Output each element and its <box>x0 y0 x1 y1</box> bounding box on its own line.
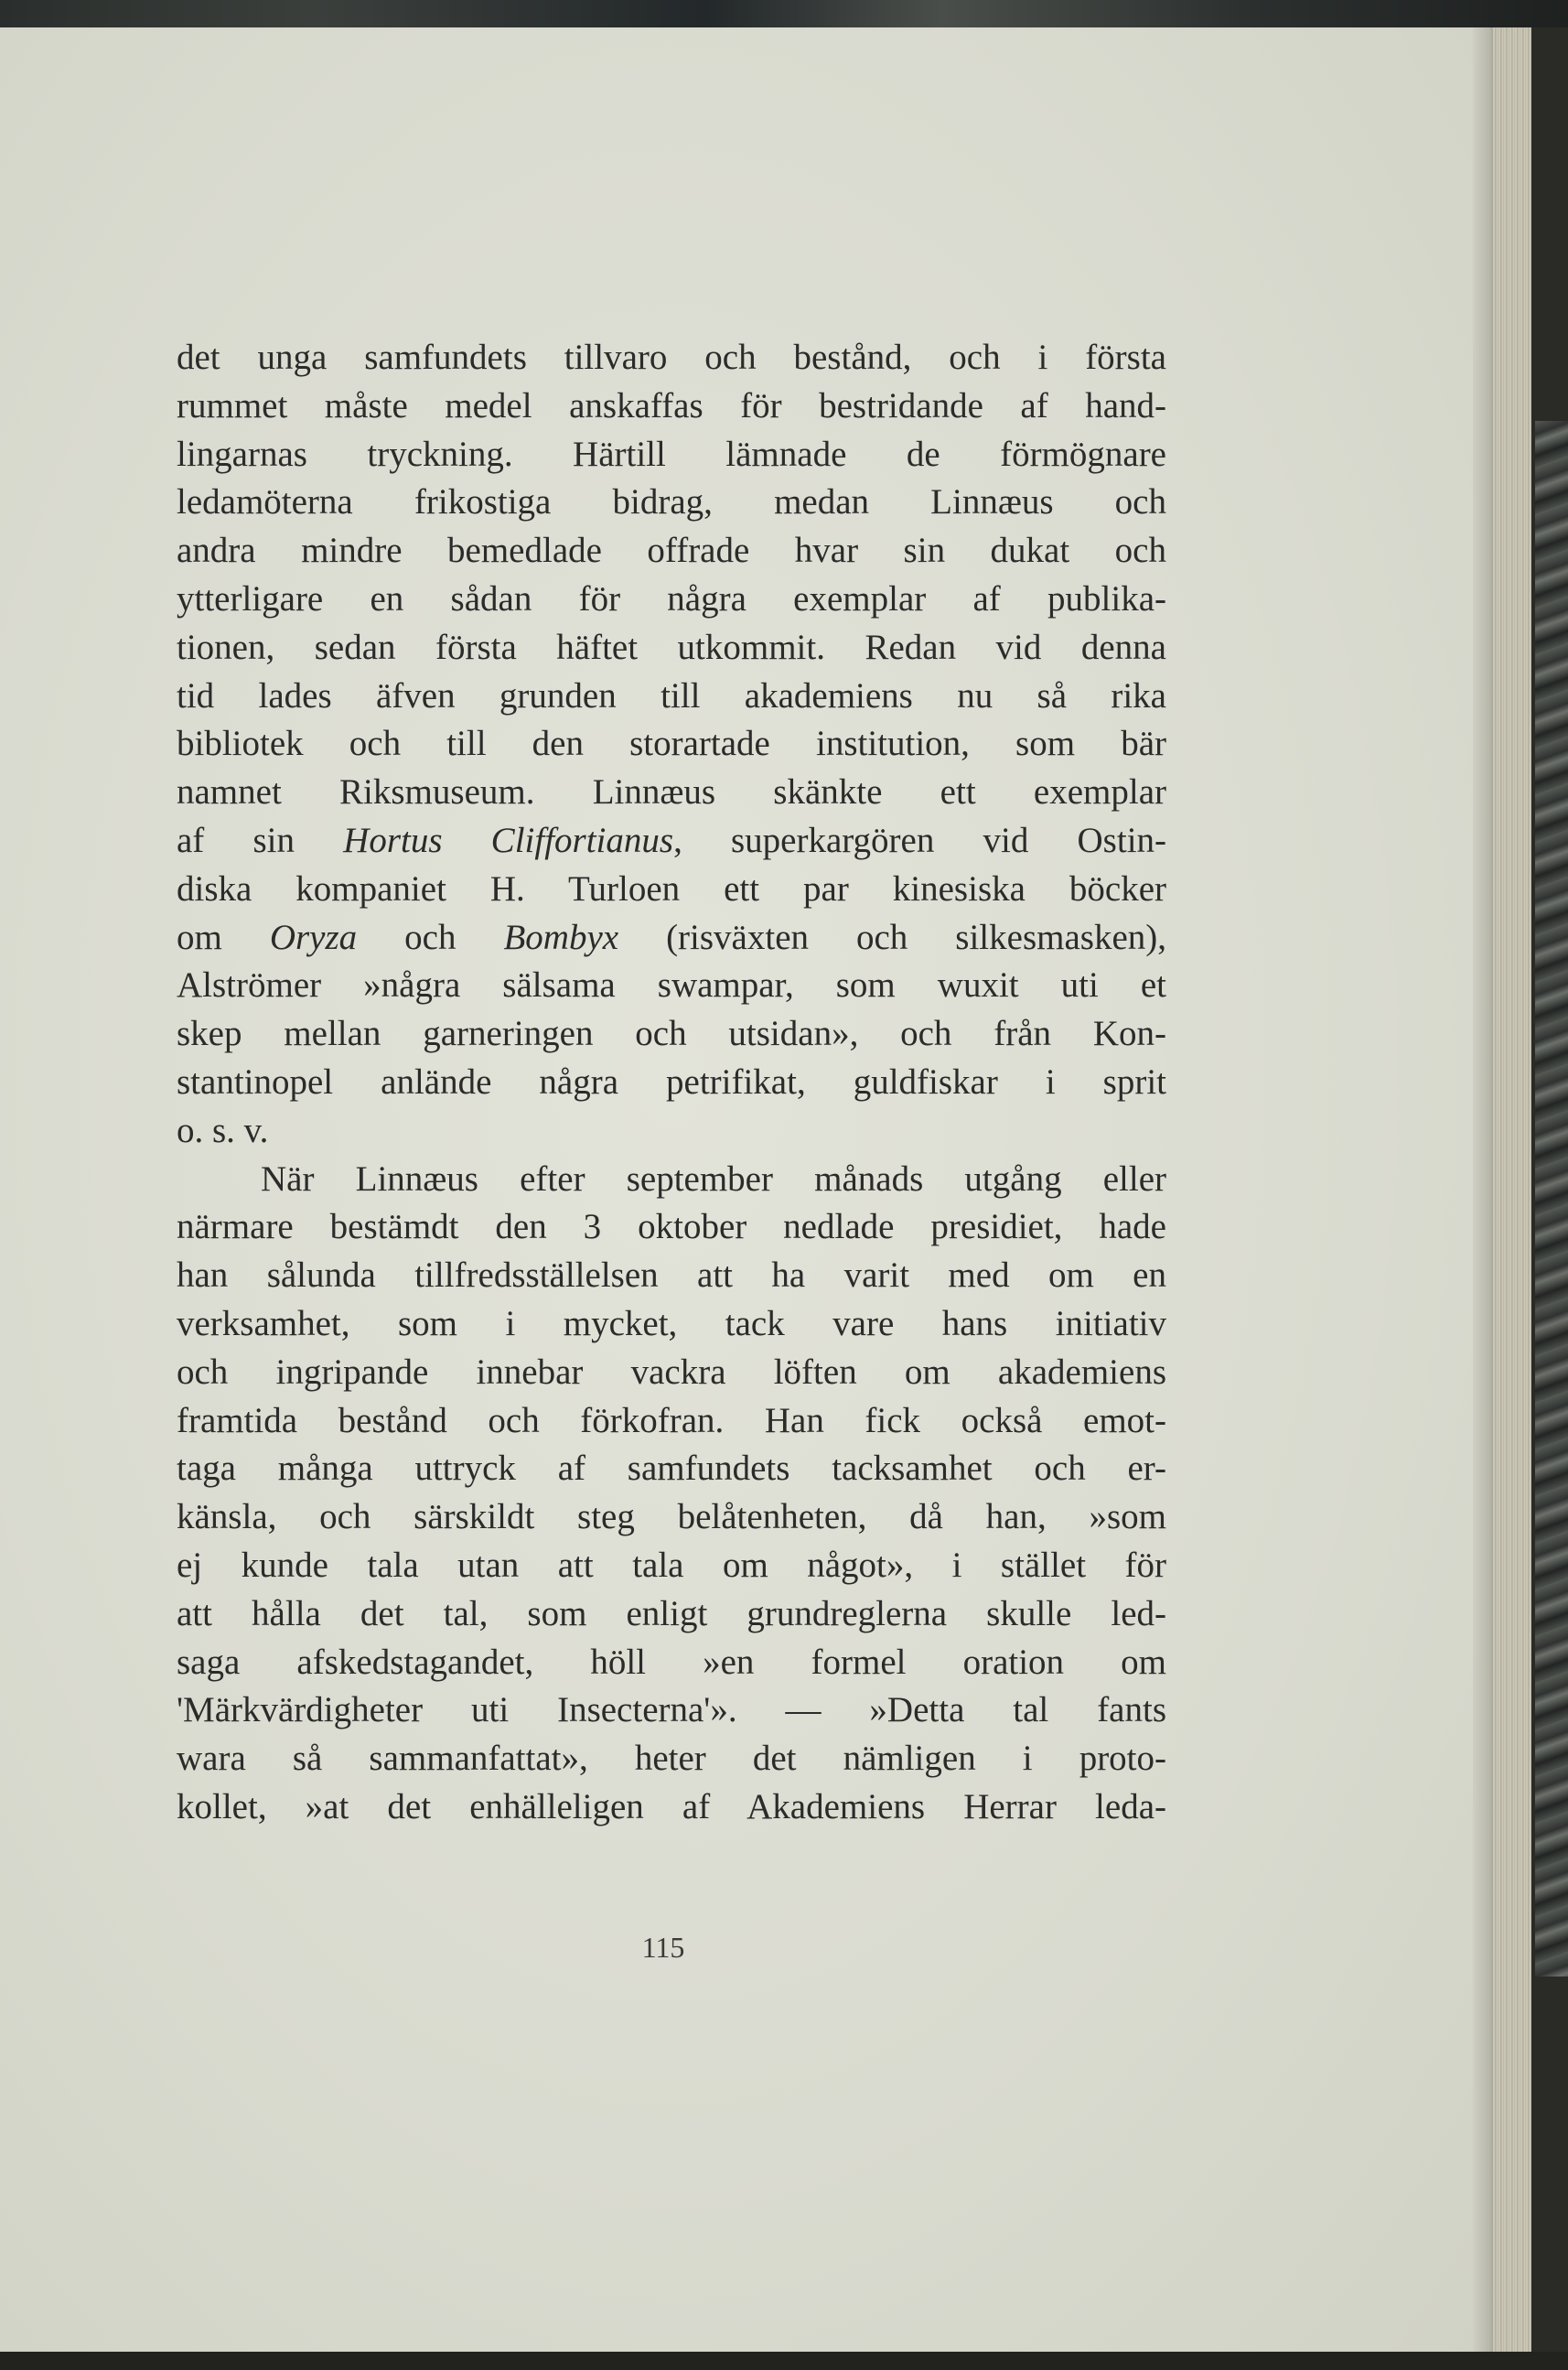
text-line: bibliotek och till den storartade institution, som bär <box>177 724 1166 764</box>
text-run: , superkargören vid Ostin- <box>673 820 1167 860</box>
body-text <box>177 334 1166 1832</box>
text-line: känsla, och särskildt steg belåtenheten, då han, »som <box>177 1497 1166 1537</box>
text-run: och <box>357 917 504 957</box>
text-line: lingarnas tryckning. Härtill lämnade de förmögnare <box>177 434 1166 474</box>
text-line: tionen, sedan första häftet utkommit. Redan vid denna <box>177 627 1166 667</box>
text-line: verksamhet, som i mycket, tack vare hans initiativ <box>177 1303 1166 1343</box>
italic-term-bombyx: Bombyx <box>503 917 619 957</box>
text-run: (risväxten och silkesmasken), <box>618 917 1166 957</box>
text-line: ytterligare en sådan för några exemplar af publika- <box>177 578 1166 619</box>
text-line: o. s. v. <box>177 1110 269 1150</box>
page-stack-edges <box>1493 27 1531 2357</box>
italic-term-oryza: Oryza <box>269 917 358 957</box>
text-line: kollet, »at det enhälleligen af Akademiens Herrar leda- <box>177 1786 1166 1826</box>
text-line: ej kunde tala utan att tala om något», i stället för <box>177 1545 1166 1585</box>
text-line: taga många uttryck af samfundets tacksamhet och er- <box>177 1449 1166 1489</box>
page-number: 115 <box>641 1931 685 1964</box>
text-line: rummet måste medel anskaffas för bestridande af hand- <box>177 385 1166 426</box>
text-line: tid lades äfven grunden till akademiens nu så rika <box>177 675 1166 716</box>
text-line: saga afskedstagandet, höll »en formel oration om <box>177 1642 1166 1682</box>
text-line: framtida bestånd och förkofran. Han fick också emot- <box>177 1400 1166 1440</box>
text-line: att hålla det tal, som enligt grundreglerna skulle led- <box>177 1593 1166 1633</box>
text-line: det unga samfundets tillvaro och bestånd, och i första <box>177 338 1166 377</box>
text-line: skep mellan garneringen och utsidan», och från Kon- <box>177 1014 1166 1054</box>
text-line: stantinopel anlände några petrifikat, guldfiskar i sprit <box>177 1061 1166 1102</box>
scan-top-edge <box>0 0 1568 31</box>
text-line: närmare bestämdt den 3 oktober nedlade presidiet, hade <box>177 1207 1166 1247</box>
text-line: och ingripande innebar vackra löften om akademiens <box>177 1352 1166 1392</box>
text-line-paragraph-start: När Linnæus efter september månads utgång eller <box>261 1158 1166 1199</box>
marbled-cover-pattern <box>1535 421 1568 1977</box>
text-line-with-italic <box>177 817 1166 866</box>
text-line-with-italic <box>177 914 1166 963</box>
text-line: namnet Riksmuseum. Linnæus skänkte ett exemplar <box>177 772 1166 813</box>
text-run: af sin <box>177 820 344 860</box>
italic-title-hortus-cliffortianus: Hortus Cliffortianus <box>343 820 674 860</box>
text-run: om <box>177 917 270 957</box>
text-line: wara så sammanfattat», heter det nämligen i proto- <box>177 1739 1166 1779</box>
text-line: Alströmer »några sälsama swampar, som wuxit uti et <box>177 965 1166 1006</box>
text-line: andra mindre bemedlade offrade hvar sin dukat och <box>177 531 1166 571</box>
text-line: diska kompaniet H. Turloen ett par kinesiska böcker <box>177 868 1166 909</box>
text-line: 'Märkvärdigheter uti Insecterna'». — »Detta tal fants <box>177 1690 1166 1730</box>
text-line: han sålunda tillfredsställelsen att ha varit med om en <box>177 1255 1166 1296</box>
text-line: ledamöterna frikostiga bidrag, medan Linnæus och <box>177 482 1166 522</box>
scan-bottom-edge <box>0 2352 1568 2370</box>
